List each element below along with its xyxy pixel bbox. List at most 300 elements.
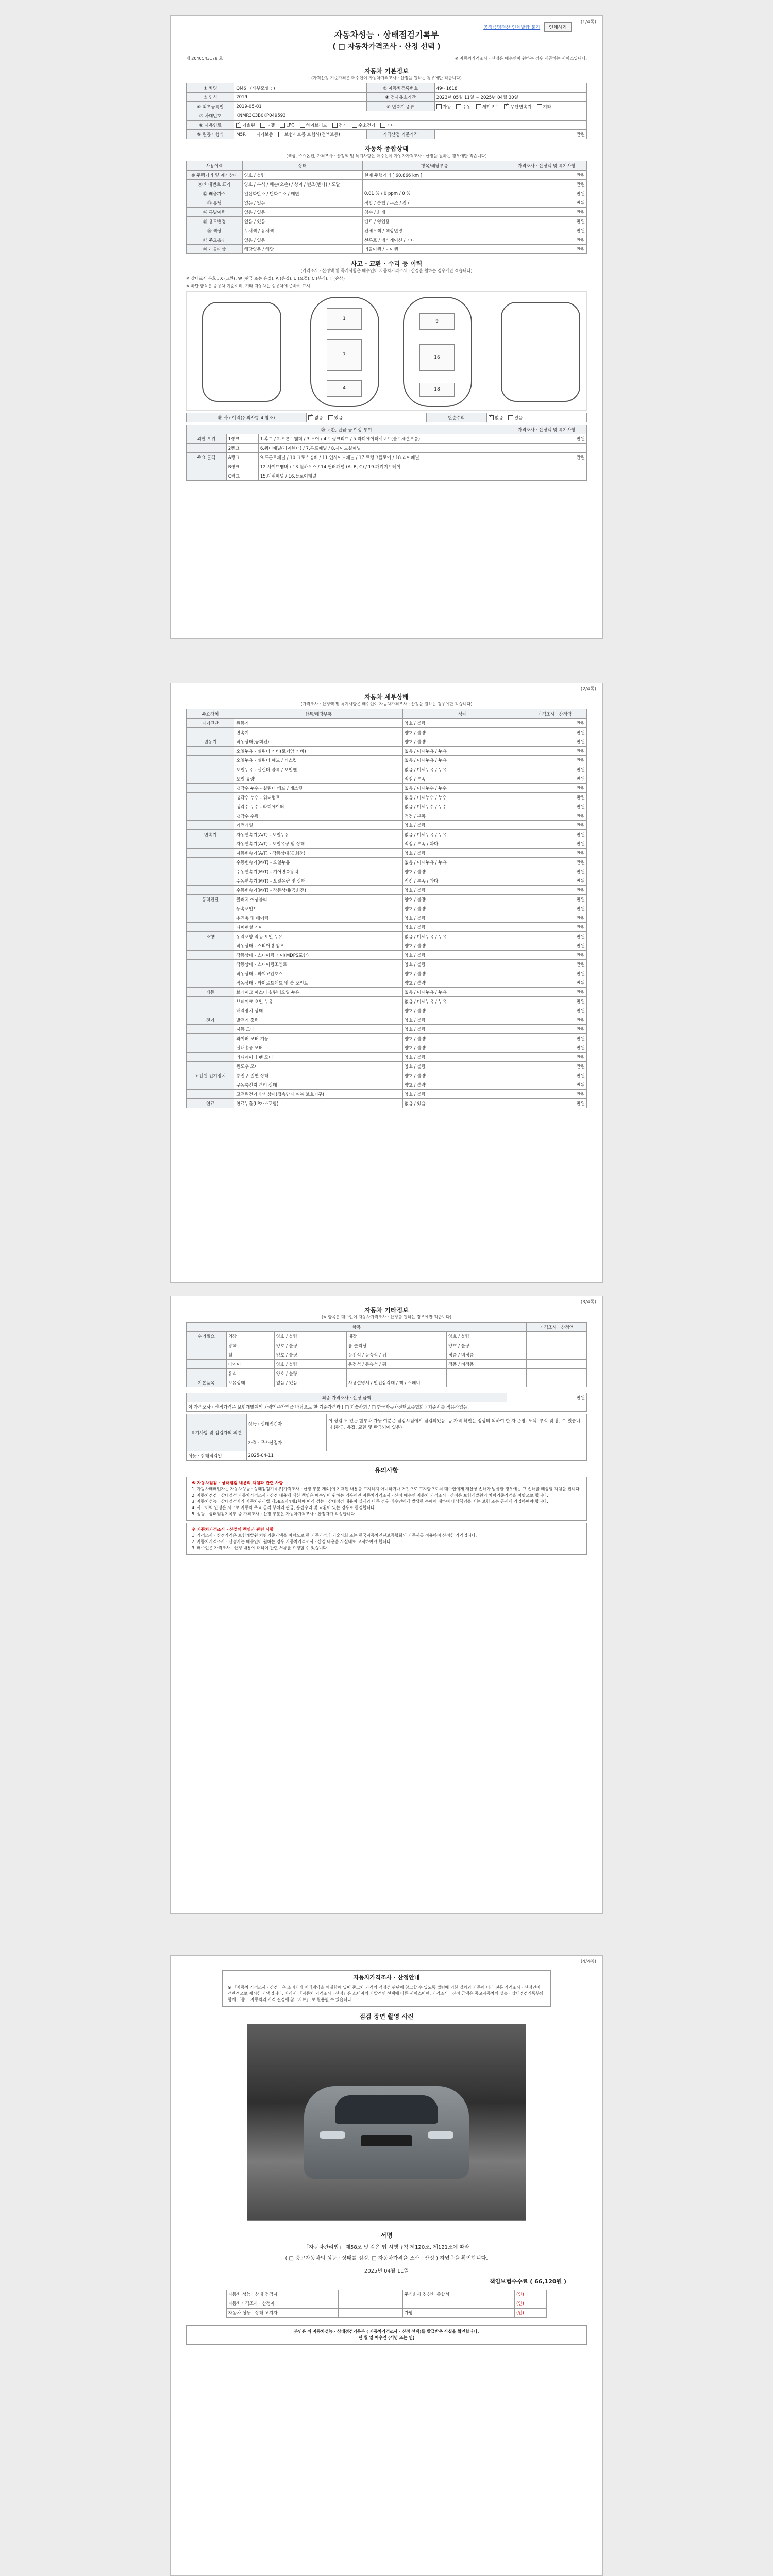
etc-price xyxy=(527,1369,587,1378)
detail-state: 양호 / 불량 xyxy=(402,849,523,858)
accident-title: 사고 · 교환 · 수리 등 이력 xyxy=(350,260,423,267)
detail-group: 연료 xyxy=(187,1099,234,1108)
detail-price: 만원 xyxy=(523,978,586,988)
detail-row xyxy=(187,867,587,876)
col-header: 가격조사 · 산정액 xyxy=(523,709,586,719)
detail-item: 발전기 출력 xyxy=(234,1015,402,1025)
document-number: 제 2040543178 호 xyxy=(186,56,223,61)
status-item: 침수 / 화재 xyxy=(362,208,507,217)
detail-group xyxy=(187,839,234,849)
inspector-label: 성능 · 상태점검자 xyxy=(246,1414,326,1434)
inspection-photo xyxy=(247,2024,526,2221)
final-price-unit: 만원 xyxy=(507,1393,586,1402)
detail-row xyxy=(187,913,587,923)
detail-state: 적정 / 부족 / 과다 xyxy=(402,839,523,849)
detail-state: 양호 / 불량 xyxy=(402,1043,523,1053)
col-header: 항목 xyxy=(187,1323,527,1332)
detail-state: 양호 / 불량 xyxy=(402,1053,523,1062)
notice-title: 자동차가격조사 · 산정안내 xyxy=(353,1974,420,1981)
frame-row xyxy=(187,453,587,462)
frame-rank: 2랭크 xyxy=(226,444,258,453)
detail-price: 만원 xyxy=(523,1071,586,1080)
detail-price: 만원 xyxy=(523,728,586,737)
detail-price: 만원 xyxy=(523,886,586,895)
detail-price: 만원 xyxy=(523,719,586,728)
part-front-panel: 9 xyxy=(419,313,455,330)
detail-state: 양호 / 불량 xyxy=(402,867,523,876)
signature-mark: (인) xyxy=(515,2299,547,2308)
footer-text: 본인은 위 자동차성능 · 상태점검기록부 ( 자동차가격조사 · 산정 선택)를 발급받은 사실을 확인합니다. xyxy=(294,2329,479,2334)
status-item xyxy=(362,180,507,189)
detail-state: 양호 / 불량 xyxy=(402,923,523,932)
label: 가격산정 기준가격 xyxy=(366,130,434,139)
detail-price: 만원 xyxy=(523,1062,586,1071)
etc-price xyxy=(527,1332,587,1341)
footer-text-2: 년 월 일 매수인 (서명 또는 인) xyxy=(358,2335,415,2340)
status-label: ⑰ 주요옵션 xyxy=(187,235,243,245)
detail-group xyxy=(187,1062,234,1071)
detail-item: 작동상태 - 파워고압호스 xyxy=(234,969,402,978)
page-4 xyxy=(170,1955,603,2576)
label: ⑦ 차대번호 xyxy=(187,111,234,121)
detail-state: 없음 / 미세누유 / 누유 xyxy=(402,747,523,756)
part-floor: 16 xyxy=(419,344,455,371)
detail-state: 양호 / 불량 xyxy=(402,1025,523,1034)
status-price: 만원 xyxy=(507,189,586,198)
etc-price xyxy=(527,1360,587,1369)
detail-row xyxy=(187,793,587,802)
etc-state-a: 양호 / 불량 xyxy=(274,1360,346,1369)
frame-items: 12.사이드멤버 / 13.휠하우스 / 14.필러패널 (A, B, C) / 19.패키지트레이 xyxy=(258,462,507,471)
warning-body: 1. 자동차매매업자는 자동차성능 · 상태점검기록부(가격조사 · 산정 부분 제외)에 기재된 내용을 고지하지 아니하거나 거짓으로 고지함으로써 매수인에게 재산상 손해가 발생한 경우에는 그 손해를 배상할 책임을 집니다. 2. 자동차점검 · 상태점검 자동차가격조사 · 산정 내용에 대한 책임은 매수인이 원하는 경우에만 자동차가격조사 · 산정 매수인 자동차 가격조사 · 산정은 보험개발원의 차량기준가액을 바탕으로 합니다. 3. 자동차성능 · 상태점검자가 자동차관리법 제58조의4제1항에 따라 성능 · 상태점검 내용이 실제와 다른 경우 매수인에게 발생한 손해에 대하여 배상책임을 지는 보험 또는 공제에 가입하여야 합니다. 4. 사고이력 인정은 사고로 자동차 주요 골격 부위의 판금, 용접수리 및 교환이 있는 경우로 한정합니다. 5. 성능 · 상태점검기록부 중 가격조사 · 산정 부분은 자동차가격조사 · 산정자가 작성합니다. xyxy=(192,1487,581,1516)
detail-price: 만원 xyxy=(523,1090,586,1099)
detail-state: 없음 / 미세누유 / 누유 xyxy=(402,756,523,765)
status-row xyxy=(187,217,587,226)
detail-price: 만원 xyxy=(523,951,586,960)
inspector-opinion: 이 성검·도 있는 할부차 가능 여분은 점검시점에서 점검되었음. 동 가격 확인은 정상되 의하여 한 자 운영, 도색, 부식 및 흠, 수 있습니다.(판금, 용접, 교환 및 판금되어 있음) xyxy=(326,1414,586,1434)
frame-group xyxy=(187,444,227,453)
status-item: 선루프 / 네비게이션 / 기타 xyxy=(362,235,507,245)
detail-state: 없음 / 미세누유 / 누유 xyxy=(402,988,523,997)
detail-price: 만원 xyxy=(523,867,586,876)
detail-item: 와이퍼 모터 기능 xyxy=(234,1034,402,1043)
detail-group: 변속기 xyxy=(187,830,234,839)
detail-price: 만원 xyxy=(523,932,586,941)
detail-item: 연료누출(LP가스포함) xyxy=(234,1099,402,1108)
checkbox xyxy=(300,123,305,128)
status-price: 만원 xyxy=(507,208,586,217)
photo-title: 점검 장면 촬영 사진 xyxy=(359,2012,414,2020)
detail-state: 없음 / 미세누유 / 누유 xyxy=(402,932,523,941)
footer-box xyxy=(186,2325,587,2345)
signature-mark: (인) xyxy=(515,2308,547,2317)
detail-state: 양호 / 불량 xyxy=(402,904,523,913)
etc-price xyxy=(527,1378,587,1387)
detail-price: 만원 xyxy=(523,1025,586,1034)
transmission-options xyxy=(434,102,586,111)
detail-item: 냉각수 누수 - 라디에이터 xyxy=(234,802,402,811)
detail-row xyxy=(187,951,587,960)
detail-price: 만원 xyxy=(523,793,586,802)
detail-row xyxy=(187,774,587,784)
detail-price: 만원 xyxy=(523,1053,586,1062)
signature-org xyxy=(402,2299,514,2308)
warning-box xyxy=(186,1477,587,1521)
detail-price: 만원 xyxy=(523,1099,586,1108)
option-label: 디젤 xyxy=(266,123,275,128)
frame-rank: A랭크 xyxy=(226,453,258,462)
status-label: ⑯ 색상 xyxy=(187,226,243,235)
status-label: ⑱ 리콜대상 xyxy=(187,245,243,254)
detail-row xyxy=(187,1099,587,1108)
etc-state-b: 양호 / 불량 xyxy=(447,1341,527,1350)
col-header: 가격조사 · 산정액 및 특기사항 xyxy=(507,161,586,171)
detail-price: 만원 xyxy=(523,774,586,784)
status-row xyxy=(187,180,587,189)
etc-price xyxy=(527,1350,587,1360)
detail-row xyxy=(187,1006,587,1015)
status-item: 현재 주행거리 [ 60,866 km ] xyxy=(362,171,507,180)
status-state: 양호 / 불량 xyxy=(242,171,362,180)
opinion-label: 특기사항 및 점검자의 의견 xyxy=(187,1414,247,1451)
detail-row xyxy=(187,1062,587,1071)
detail-group xyxy=(187,858,234,867)
detail-state: 양호 / 불량 xyxy=(402,978,523,988)
option-label: 기타 xyxy=(386,123,395,128)
detail-item: 고전원전기배선 상태(접속단자,피복,보호기구) xyxy=(234,1090,402,1099)
page-number: (2/4쪽) xyxy=(580,687,596,692)
warning-title: 유의사항 xyxy=(374,1467,399,1474)
etc-subtitle: (※ 항목은 매수인이 자동차가격조사 · 산정을 원하는 경우에만 적습니다) xyxy=(321,1315,452,1319)
sign-title: 서명 xyxy=(380,2231,393,2239)
detail-group xyxy=(187,904,234,913)
signature-name xyxy=(339,2299,402,2308)
status-row xyxy=(187,189,587,198)
detail-row xyxy=(187,895,587,904)
frame-items: 1.후드 / 2.프론트휀더 / 3.도어 / 4.트렁크리드 / 5.라디에이터서포트(볼트체결부품) xyxy=(258,434,507,444)
print-button[interactable]: 인쇄하기 xyxy=(544,22,572,32)
etc-title: 자동차 기타정보 xyxy=(364,1307,409,1314)
detail-price: 만원 xyxy=(523,756,586,765)
detail-group xyxy=(187,1080,234,1090)
detail-item: 동력조향 작동 오일 누유 xyxy=(234,932,402,941)
detail-item: 자동변속기(A/T) - 작동상태(공회전) xyxy=(234,849,402,858)
accident-label: ⑲ 사고이력(유의사항 4 참조) xyxy=(187,413,307,422)
basic-info-table xyxy=(186,83,587,139)
sign-text-2: ( □ 중고자동차의 성능 · 상태를 점검, □ 자동차가격을 조사 · 산정 ) 하였음을 확인합니다. xyxy=(285,2255,488,2261)
status-item: 리콜이행 / 미이행 xyxy=(362,245,507,254)
checkbox xyxy=(332,123,338,128)
checkbox xyxy=(260,123,265,128)
detail-item: 추진축 및 베어링 xyxy=(234,913,402,923)
signature-name xyxy=(339,2308,402,2317)
detail-price: 만원 xyxy=(523,913,586,923)
detail-item: 등속조인트 xyxy=(234,904,402,913)
status-item: 적법 / 불법 / 구조 / 장치 xyxy=(362,198,507,208)
detail-row xyxy=(187,849,587,858)
detail-price: 만원 xyxy=(523,988,586,997)
col-header: 항목/해당부품 xyxy=(362,161,507,171)
detail-row xyxy=(187,839,587,849)
option-label: 하이브리드 xyxy=(306,123,327,128)
status-label: ⑮ 용도변경 xyxy=(187,217,243,226)
detail-row xyxy=(187,719,587,728)
status-state: 양호 / 부식 / 훼손(오손) / 상이 / 변조(변타) / 도말 xyxy=(242,180,362,189)
detail-row xyxy=(187,941,587,951)
detail-row xyxy=(187,765,587,774)
detail-price: 만원 xyxy=(523,923,586,932)
status-state: 일산화탄소 / 탄화수소 / 매연 xyxy=(242,189,362,198)
detail-price: 만원 xyxy=(523,858,586,867)
document-subtitle: ( □ 자동차가격조사 · 산정 선택 ) xyxy=(332,43,441,51)
document-title: 자동차성능 · 상태점검기록부 xyxy=(334,30,439,40)
status-label: ⑩ 주행거리 및 계기상태 xyxy=(187,171,243,180)
etc-row xyxy=(187,1378,587,1387)
detail-item: 오일누유 - 실린더 헤드 / 개스킷 xyxy=(234,756,402,765)
status-label: ⑪ 차대번호 표기 xyxy=(187,180,243,189)
status-row xyxy=(187,235,587,245)
signature-name xyxy=(339,2290,402,2299)
detail-item: 작동상태 - 스티어링 펌프 xyxy=(234,941,402,951)
detail-price: 만원 xyxy=(523,904,586,913)
etc-state-b xyxy=(447,1378,527,1387)
etc-group xyxy=(187,1341,227,1350)
detail-state: 없음 / 미세누수 / 누수 xyxy=(402,793,523,802)
detail-row xyxy=(187,978,587,988)
detail-state: 양호 / 불량 xyxy=(402,969,523,978)
detail-group xyxy=(187,960,234,969)
frame-group: 주요 골격 xyxy=(187,453,227,462)
frame-price xyxy=(507,462,586,471)
option xyxy=(352,122,375,128)
simple-repair-label: 단순수리 xyxy=(427,413,487,422)
detail-group xyxy=(187,1090,234,1099)
accident-table xyxy=(186,413,587,422)
accident-options: ✓ 없음 있음 xyxy=(307,413,427,422)
detail-price: 만원 xyxy=(523,737,586,747)
detail-price: 만원 xyxy=(523,1043,586,1053)
checkbox xyxy=(436,104,442,109)
detail-state: 양호 / 불량 xyxy=(402,821,523,830)
detail-row xyxy=(187,747,587,756)
frame-price: 만원 xyxy=(507,434,586,444)
etc-state-a: 양호 / 불량 xyxy=(274,1332,346,1341)
final-price-title: 최종 가격조사 · 산정 금액 xyxy=(187,1393,507,1402)
etc-table xyxy=(186,1322,587,1387)
detail-row xyxy=(187,1080,587,1090)
detail-row xyxy=(187,830,587,839)
detail-item: 디퍼렌셜 기어 xyxy=(234,923,402,932)
detail-item: 라디에이터 팬 모터 xyxy=(234,1053,402,1062)
etc-state-a: 양호 / 불량 xyxy=(274,1350,346,1360)
detail-state: 없음 / 미세누유 / 누유 xyxy=(402,858,523,867)
detail-price: 만원 xyxy=(523,821,586,830)
detail-group xyxy=(187,978,234,988)
detail-state: 양호 / 불량 xyxy=(402,886,523,895)
option xyxy=(436,104,451,110)
signature-row xyxy=(226,2290,546,2299)
inspect-date: 2025-04-11 xyxy=(246,1451,586,1461)
detail-row xyxy=(187,904,587,913)
col-header: 사용이력 xyxy=(187,161,243,171)
option xyxy=(300,122,327,128)
frame-group xyxy=(187,471,227,481)
detail-item: 자동변속기(A/T) - 오일누유 xyxy=(234,830,402,839)
detail-price: 만원 xyxy=(523,849,586,858)
status-item: 전체도색 / 색상변경 xyxy=(362,226,507,235)
detail-state: 양호 / 불량 xyxy=(402,1071,523,1080)
detail-item: 배력장치 상태 xyxy=(234,1006,402,1015)
label: ⑧ 사용연료 xyxy=(187,121,234,130)
warning-box-2 xyxy=(186,1523,587,1555)
status-label: ⑬ 튜닝 xyxy=(187,198,243,208)
detail-row xyxy=(187,932,587,941)
sign-date: 2025년 04월 11일 xyxy=(364,2268,409,2274)
detail-price: 만원 xyxy=(523,784,586,793)
option-label: 자동 xyxy=(442,104,451,110)
status-state: 없음 / 있음 xyxy=(242,208,362,217)
col-header: 주요장치 xyxy=(187,709,234,719)
option xyxy=(260,122,275,128)
option-label: 전기 xyxy=(338,123,347,128)
frame-header: ⑳ 교환, 판금 등 이상 부위 xyxy=(187,425,507,434)
detail-item: 구동축전지 격리 상태 xyxy=(234,1080,402,1090)
status-state: 해당없음 / 해당 xyxy=(242,245,362,254)
detail-state: 양호 / 불량 xyxy=(402,1062,523,1071)
detail-row xyxy=(187,802,587,811)
detail-row xyxy=(187,960,587,969)
status-item: 0.01 % / 0 ppm / 0 % xyxy=(362,189,507,198)
first-reg: 2019-05-01 xyxy=(234,102,366,111)
detail-group: 원동기 xyxy=(187,737,234,747)
detail-price: 만원 xyxy=(523,830,586,839)
detail-group xyxy=(187,969,234,978)
print-notice-link[interactable]: 공정증명전산 인쇄발급 불가 xyxy=(483,25,541,30)
detail-state: 없음 / 미세누수 / 누수 xyxy=(402,802,523,811)
frame-price xyxy=(507,444,586,453)
sign-text: 「자동차관리법」 제58조 및 같은 법 시행규칙 제120조, 제121조에 따라 xyxy=(304,2244,469,2250)
col-header: 항목/해당부품 xyxy=(234,709,402,719)
detail-row xyxy=(187,756,587,765)
detail-row xyxy=(187,1034,587,1043)
detail-row xyxy=(187,811,587,821)
etc-group xyxy=(187,1360,227,1369)
signature-table xyxy=(226,2290,547,2318)
detail-price: 만원 xyxy=(523,895,586,904)
frame-items: 9.프론트패널 / 10.크로스멤버 / 11.인사이드패널 / 17.트렁크플로어 / 18.리어패널 xyxy=(258,453,507,462)
etc-row xyxy=(187,1360,587,1369)
warning-subtitle: ※ 자동차점검 · 상태점검 내용의 책임과 관련 사항 xyxy=(192,1481,283,1485)
status-price: 만원 xyxy=(507,226,586,235)
detail-group xyxy=(187,756,234,765)
etc-item-b: 룸 클리닝 xyxy=(346,1341,446,1350)
detail-item: 냉각수 수량 xyxy=(234,811,402,821)
detail-item: 브레이크 마스터 실린더오일 누유 xyxy=(234,988,402,997)
detail-row xyxy=(187,728,587,737)
detail-row xyxy=(187,997,587,1006)
car-top-view xyxy=(310,297,379,407)
signature-role: 자동차 성능 · 상태 고지자 xyxy=(226,2308,338,2317)
car-name: QM6 (세부모델 : ) xyxy=(234,83,366,93)
frame-group xyxy=(187,462,227,471)
detail-item: 변속기 xyxy=(234,728,402,737)
detail-group xyxy=(187,886,234,895)
inspect-period: 2023년 05월 11일 ~ 2025년 04월 30일 xyxy=(434,93,586,102)
accident-legend: ※ 상태표시 부호 : X (교환), W (판금 또는 용접), A (흠집), U (요철), C (부식), T (손상) xyxy=(186,276,345,281)
detail-item: 실내송풍 모터 xyxy=(234,1043,402,1053)
etc-item-b: 내장 xyxy=(346,1332,446,1341)
detail-row xyxy=(187,784,587,793)
detail-title: 자동차 세부상태 xyxy=(364,693,409,701)
basic-info-subtitle: (가격산정 기준가격은 매수인이 자동차가격조사 · 산정을 원하는 경우에만 적습니다) xyxy=(311,76,462,80)
detail-item: 수동변속기(M/T) - 작동상태(공회전) xyxy=(234,886,402,895)
etc-group xyxy=(187,1350,227,1360)
detail-item: 오일 유량 xyxy=(234,774,402,784)
etc-group: 기본품목 xyxy=(187,1378,227,1387)
detail-group xyxy=(187,793,234,802)
car-diagram xyxy=(186,291,587,411)
detail-group: 전기 xyxy=(187,1015,234,1025)
accident-subtitle: (가격조사 · 산정액 및 특기사항은 매수인이 자동차가격조사 · 산정을 원하는 경우에만 적습니다) xyxy=(300,268,473,273)
detail-row xyxy=(187,988,587,997)
detail-group: 자기진단 xyxy=(187,719,234,728)
detail-item: 수동변속기(M/T) - 기어변속장치 xyxy=(234,867,402,876)
frame-group: 외판 부위 xyxy=(187,434,227,444)
detail-group xyxy=(187,876,234,886)
detail-group xyxy=(187,784,234,793)
detail-item: 충전구 절연 상태 xyxy=(234,1071,402,1080)
reg-no: 49다1618 xyxy=(434,83,586,93)
detail-price: 만원 xyxy=(523,1006,586,1015)
detail-price: 만원 xyxy=(523,811,586,821)
detail-item: 자동변속기(A/T) - 오일유량 및 상태 xyxy=(234,839,402,849)
option xyxy=(236,122,255,128)
option-label: 수동 xyxy=(462,104,471,110)
detail-group xyxy=(187,802,234,811)
detail-row xyxy=(187,1071,587,1080)
etc-state-a: 없음 / 있음 xyxy=(274,1378,346,1387)
detail-group: 조향 xyxy=(187,932,234,941)
detail-item: 작동상태 - 타이로드엔드 및 볼 조인트 xyxy=(234,978,402,988)
detail-state: 양호 / 불량 xyxy=(402,1015,523,1025)
status-price: 만원 xyxy=(507,180,586,189)
option xyxy=(380,122,395,128)
part-hood: 1 xyxy=(327,308,362,330)
label: ⑤ 최초등록일 xyxy=(187,102,234,111)
part-roof: 7 xyxy=(327,339,362,371)
detail-group xyxy=(187,1006,234,1015)
label: ① 차명 xyxy=(187,83,234,93)
etc-group xyxy=(187,1369,227,1378)
part-trunk: 4 xyxy=(327,380,362,397)
etc-group: 수리필요 xyxy=(187,1332,227,1341)
option xyxy=(280,123,294,128)
detail-group xyxy=(187,997,234,1006)
etc-item-a: 유리 xyxy=(226,1369,274,1378)
detail-state: 양호 / 불량 xyxy=(402,719,523,728)
status-price: 만원 xyxy=(507,235,586,245)
detail-item: 커먼레일 xyxy=(234,821,402,830)
etc-item-b: 운전석 / 동승석 / 뒤 xyxy=(346,1350,446,1360)
signature-role: 자동차 성능 · 상태 점검자 xyxy=(226,2290,338,2299)
status-row xyxy=(187,171,587,180)
status-state: 없음 / 있음 xyxy=(242,198,362,208)
detail-price: 만원 xyxy=(523,802,586,811)
detail-table xyxy=(186,709,587,1108)
final-price-note: 이 가격조사 · 산정가격은 보험개발원의 차량기준가액을 바탕으로 한 기준가격과 ( □ 기술사회 / □ 한국자동차진단보증협회 ) 기준서를 적용하였음. xyxy=(187,1402,587,1412)
detail-state: 양호 / 불량 xyxy=(402,951,523,960)
status-price: 만원 xyxy=(507,198,586,208)
